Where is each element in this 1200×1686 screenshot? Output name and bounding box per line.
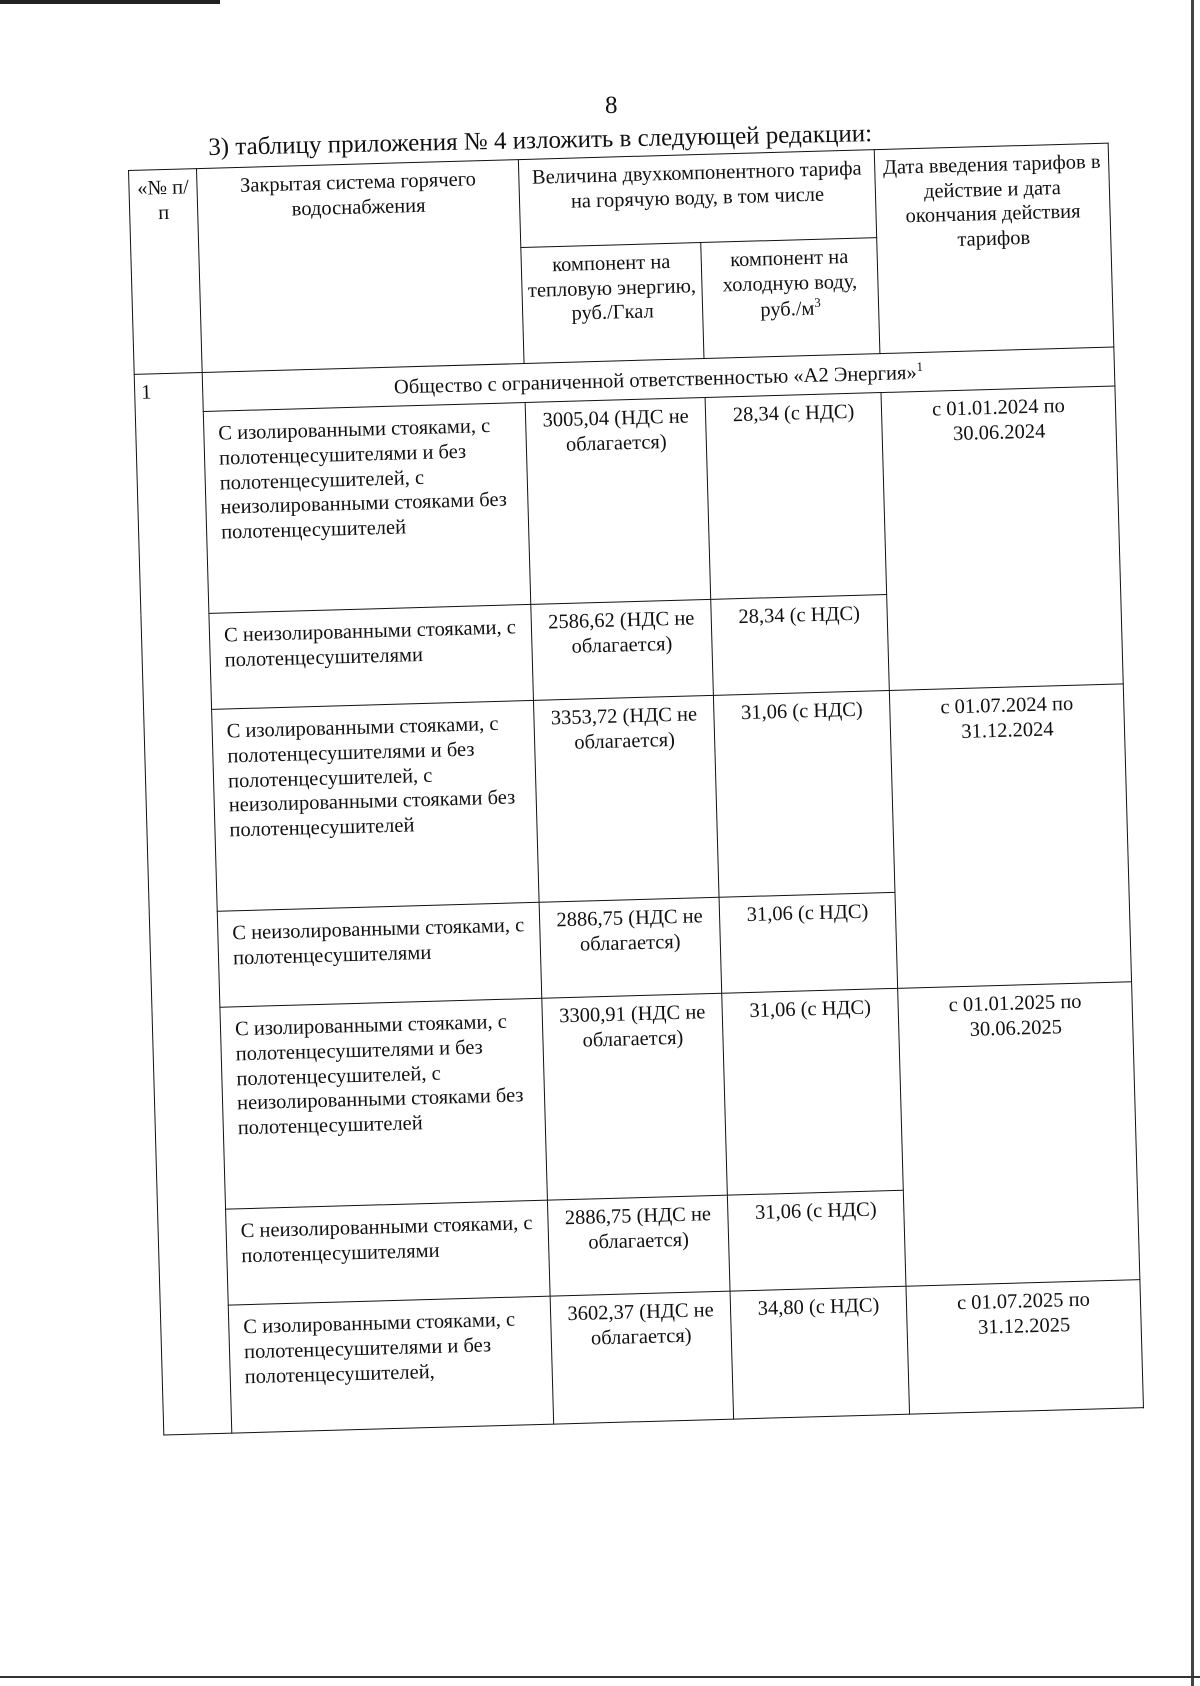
scan-edge-right [1191,0,1194,1686]
header-cold [701,238,880,359]
org-name: Общество с ограниченной ответственностью «А2 Энергия» [393,361,917,399]
table-row [160,1280,1143,1435]
row-heat: 2886,75 (НДС не облагается) [547,1196,730,1297]
row-date: с 01.07.2024 по 31.12.2024 [889,684,1131,988]
intro-text: 3) таблицу приложения № 4 изложить в следующей редакции: [208,120,873,161]
row-system: С изолированными стояками, с полотенцесушителями и без полотенцесушителей, с неизолированными стояками без полотенцесушителей [203,403,531,614]
row-heat: 3300,91 (НДС не облагается) [542,994,728,1201]
table-row [135,386,1120,615]
row-heat: 3602,37 (НДС не облагается) [550,1292,734,1425]
tariff-table-wrapper [128,143,1144,1436]
table-row [152,982,1137,1211]
header-system: Закрытая система горячего водоснабжения [196,160,524,373]
row-cold: 31,06 (с НДС) [719,893,898,994]
scan-edge-top [0,0,220,4]
row-cold: 34,80 (с НДС) [730,1287,910,1420]
row-cold: 31,06 (с НДС) [713,691,895,898]
header-date: Дата введения тарифов в действие и дата окончания действия тарифов [874,143,1114,353]
header-num: «№ п/п [129,169,203,375]
row-heat: 2586,62 (НДС не облагается) [531,600,714,701]
row-cold: 31,06 (с НДС) [722,989,904,1196]
page-number: 8 [605,92,618,119]
row-system: С неизолированными стояками, с полотенцесушителями [217,903,542,1008]
org-number: 1 [134,373,232,1436]
header-cold-sup: 3 [814,294,822,311]
row-cold: 28,34 (с НДС) [705,393,887,600]
row-date: с 01.07.2025 по 31.12.2025 [906,1280,1143,1414]
row-system: С изолированными стояками, с полотенцесушителями и без полотенцесушителей, [228,1297,553,1434]
header-tariff: Величина двухкомпонентного тарифа на горячую воду, в том числе [518,150,876,248]
row-cold: 28,34 (с НДС) [711,595,890,696]
row-system: С неизолированными стояками, с полотенцесушителями [209,605,534,710]
header-cold-text: компонент на холодную воду, руб./м [722,245,858,322]
scan-edge-bottom [0,1676,1200,1678]
table-row [144,684,1129,913]
row-system: С изолированными стояками, с полотенцесушителями и без полотенцесушителей, с неизолированными стояками без полотенцесушителей [212,701,540,912]
row-date: с 01.01.2025 по 30.06.2025 [898,982,1140,1286]
org-footnote: 1 [916,358,924,375]
row-system: С неизолированными стояками, с полотенцесушителями [226,1201,551,1306]
tariff-table [128,143,1144,1436]
row-date: с 01.01.2024 по 30.06.2024 [881,386,1123,690]
row-heat: 2886,75 (НДС не облагается) [539,898,722,999]
header-heat: компонент на тепловую энергию, руб./Гкал [521,243,704,364]
row-heat: 3005,04 (НДС не облагается) [525,398,711,605]
row-cold: 31,06 (с НДС) [727,1191,906,1292]
row-heat: 3353,72 (НДС не облагается) [533,696,719,903]
row-system: С изолированными стояками, с полотенцесушителями и без полотенцесушителей, с неизолированными стояками без полотенцесушителей [220,999,548,1210]
